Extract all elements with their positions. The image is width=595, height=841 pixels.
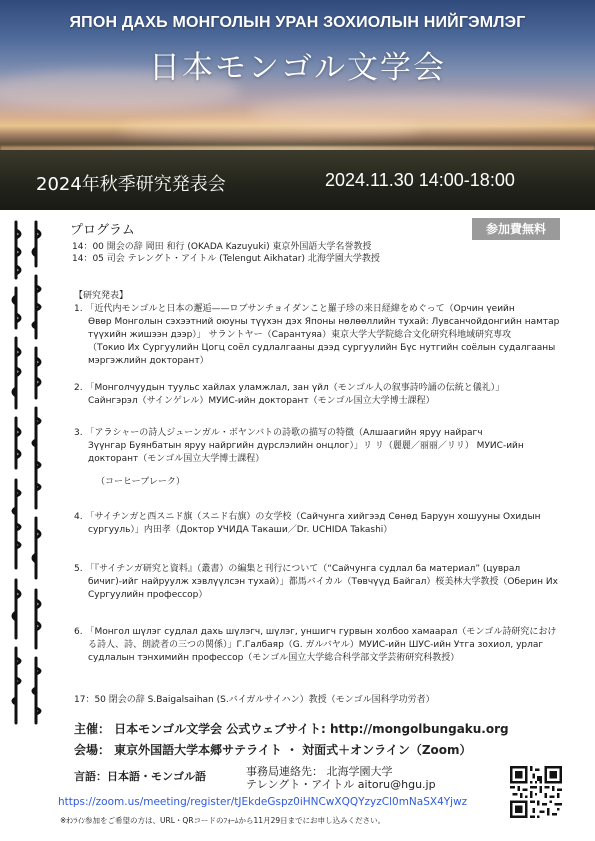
office-contact: [246, 765, 436, 791]
talk-1: 1. 「近代内モンゴルと日本の邂逅——ロブサンチョイダンこと羅子珍の来日経緯をめぐって（Орчин үеийн Өвөр Монголын сэхээтний оюуны түүхэн дэх Японы нөлөөллийн тухай: Лувсанчойдонгийн намтар түүхийн жишээн дээр）」 サラントヤー（Сарантуяа）東京大学大学院総合文化研究科地域研究専攻 （Токио Их Сургуулийн Цогц соёл судлалгааны дээд сургуулийн Бүс нутгийн соёлын судалгааны мэргэжлийн докторант）: [74, 304, 560, 366]
closing-line: 17：50 閉会の辞 S.Baigalsaihan (S.バイガルサイハン）教授（モンゴル国科学功労者）: [74, 695, 435, 705]
office-line-1: 事務局連絡先： 北海学園大学: [246, 765, 393, 778]
qr-code-icon[interactable]: [510, 766, 562, 818]
section-label: 【研究発表】: [74, 291, 129, 301]
registration-note: ※ｵﾝﾗｲﾝ参加をご希望の方は、URL・QRコードのﾌｫｰﾑから11月29日までにお申し込みください。: [60, 816, 386, 825]
office-line-2[interactable]: テレングト・アイトル aitoru@hgu.jp: [246, 778, 436, 791]
venue-info: 会場： 東京外国語大学本郷サテライト ・ 対面式＋オンライン（Zoom）: [74, 743, 472, 757]
event-name: 2024年秋季研究発表会: [36, 174, 226, 195]
language-info: 言語：日本語・モンゴル語: [74, 770, 206, 783]
cloud: [120, 118, 420, 140]
chair-line: 14：05 司会 テレングト・アイトル (Telengut Aikhatar) 北海学園大学教授: [72, 254, 380, 264]
talk-5: 5. 「『サイチンガ研究と資料』（叢書）の編集と刊行について（“Сайчунга судлал ба материал” (цуврал бичиг)-ийг найруулж хэвлүүлсэн тухай）」都馬バイカル（Төвчүүд Байгал）桜美林大学教授（Оберин Их Сургуулийн профессор）: [74, 564, 558, 600]
host-info: 主催： 日本モンゴル文学会 公式ウェブサイト: http://mongolbungaku.org: [74, 722, 509, 736]
mongolian-title: ЯПОН ДАХЬ МОНГОЛЫН УРАН ЗОХИОЛЫН НИЙГЭМЛЭГ: [69, 14, 526, 31]
free-admission-badge: 参加費無料: [472, 218, 560, 240]
event-date: 2024.11.30 14:00-18:00: [325, 170, 515, 190]
program-title: プログラム: [70, 223, 135, 238]
header-banner: [0, 0, 595, 210]
talk-2: 2. 「Монголчуудын туульс хайлах уламжлал, зан үйл（モンゴル人の叙事詩吟誦の伝統と儀礼）」 Сайнгэрэл（サインゲレル）МУИС-ийн докторант（モンゴル国立大学博士課程）: [74, 383, 505, 406]
opening-line: 14：00 開会の辞 岡田 和行 (OKADA Kazuyuki) 東京外国語大学名誉教授: [72, 242, 372, 252]
coffee-break: （コーヒーブレーク）: [96, 477, 185, 487]
japanese-title: 日本モンゴル文学会: [149, 50, 446, 86]
talk-3: 3. 「アラシャーの詩人ジューンガル・ボヤンバトの詩歌の描写の特徴（Алшаагийн яруу найрагч Зүүнгар Буянбатын яруу найргийн дүрслэлийн онцлог）」リ リ（麗麗／丽丽／リリ） МУИС-ийн докторант（モンゴル国立大学博士課程）: [74, 428, 524, 464]
mongolian-script-icon: [8, 218, 46, 730]
talk-4: 4. 「サイチンガと西スニド旗（スニド右旗）の女学校（Сайчунга хийгээд Сөнөд Баруун хошууны Охидын сургууль）」内田孝（Доктор УЧИДА Такаши／Dr. UCHIDA Takashi）: [74, 512, 541, 535]
zoom-registration-link[interactable]: https://zoom.us/meeting/register/tJEkdeGspz0iHNCwXQQYzyzCl0mNaSX4Yjwz: [58, 796, 468, 808]
talk-6: 6. 「Монгол шүлэг судлал дахь шүлэгч, шүлэг, уншигч гурвын холбоо хамаарал（モンゴル詩研究におけ る詩人、詩、朗読者の三つの関係）」Г.Галбаяр（G. ガルバヤル）МУИС-ийн ШУС-ийн Утга зохиол, урлаг судлалын тэнхимийн профессор（モンゴル国立大学総合科学部文学芸術研究科教授）: [74, 627, 557, 663]
